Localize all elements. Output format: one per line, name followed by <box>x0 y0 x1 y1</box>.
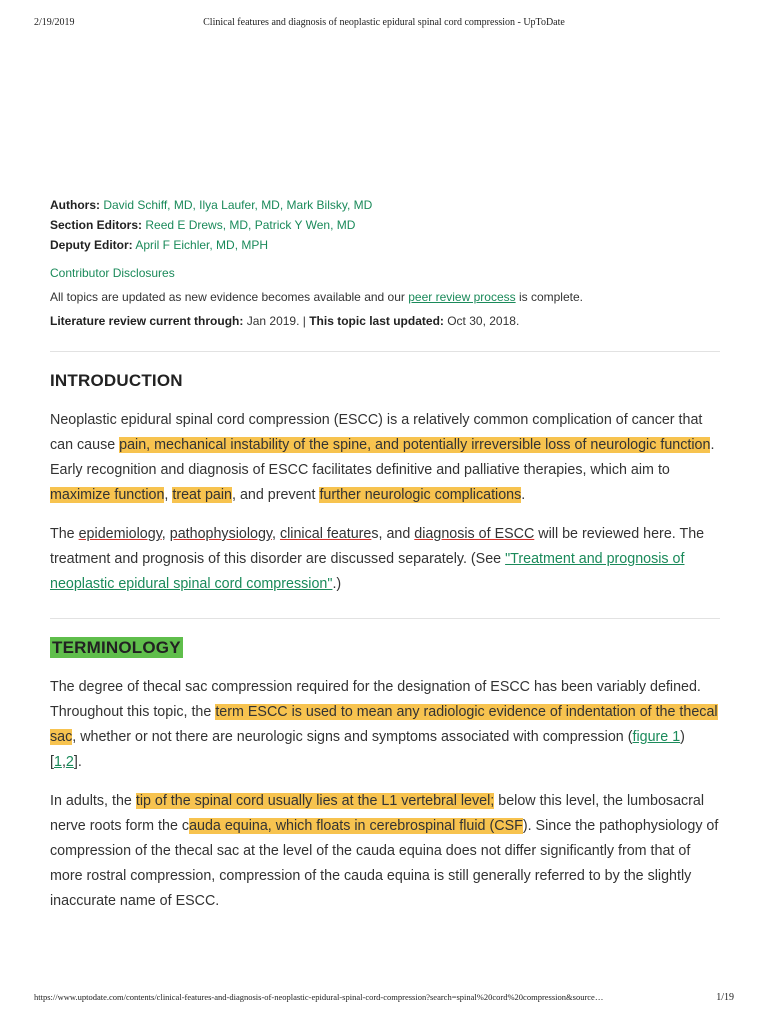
article-content <box>50 195 720 914</box>
underlined-text: clinical feature <box>279 526 372 542</box>
last-updated-value: Oct 30, 2018. <box>443 314 520 328</box>
highlight: further neurologic complications <box>319 487 522 503</box>
intro-paragraph-2 <box>50 522 720 597</box>
highlight: tip of the spinal cord usually lies at the L1 vertebral level; <box>135 793 495 809</box>
peer-review-link[interactable]: peer review process <box>408 290 516 304</box>
text: . <box>521 487 526 503</box>
update-notice-tail: is complete. <box>515 290 583 304</box>
authors-link[interactable]: David Schiff, MD, Ilya Laufer, MD, Mark Bilsky, MD <box>103 198 373 212</box>
section-editors-link[interactable]: Reed E Drews, MD, Patrick Y Wen, MD <box>145 218 356 232</box>
introduction-heading: INTRODUCTION <box>50 371 183 390</box>
print-date: 2/19/2019 <box>34 17 75 28</box>
terminology-paragraph-2 <box>50 789 720 914</box>
lit-review-value: Jan 2019. | <box>243 314 310 328</box>
text: Neoplastic epidural spinal cord compression (ESCC) is a relatively common complication of cancer that can cause <box>50 412 703 453</box>
intro-paragraph-1 <box>50 408 720 508</box>
section-editors-label: Section Editors: <box>50 218 143 232</box>
print-footer <box>34 992 734 1006</box>
lit-review-label: Literature review current through: <box>50 314 244 328</box>
deputy-editor-link[interactable]: April F Eichler, MD, MPH <box>135 238 269 252</box>
underlined-text: pathophysiology <box>169 526 273 542</box>
highlight: term ESCC is used to mean any radiologic evidence of indentation of the thecal sac <box>50 704 718 745</box>
text: ) [ <box>50 729 685 770</box>
highlight: maximize function <box>50 487 165 503</box>
section-editors-line <box>50 215 720 235</box>
text: The <box>50 526 79 542</box>
text: will be reviewed here. The treatment and prognosis of this disorder are discussed separately. (See <box>50 526 705 567</box>
text: s, and <box>371 526 415 542</box>
highlight: treat pain <box>172 487 232 503</box>
text: below this level, the lumbosacral nerve roots form the c <box>50 793 705 834</box>
text: , <box>61 754 66 770</box>
terminology-heading-text: TERMINOLOGY <box>52 638 181 657</box>
text: , <box>161 526 170 542</box>
deputy-editor-line <box>50 235 720 255</box>
underlined-text: diagnosis of ESCC <box>414 526 535 542</box>
text: , <box>272 526 280 542</box>
highlight: pain, mechanical instability of the spine, and potentially irreversible loss of neurologic function <box>119 437 711 453</box>
figure-1-link[interactable]: figure 1 <box>632 729 681 745</box>
print-title: Clinical features and diagnosis of neoplastic epidural spinal cord compression - UpToDate <box>203 17 565 28</box>
text: .) <box>332 576 342 592</box>
terminology-heading <box>50 638 720 658</box>
update-notice <box>50 290 720 304</box>
treatment-prognosis-link[interactable]: "Treatment and prognosis of neoplastic epidural spinal cord compression" <box>50 551 685 592</box>
deputy-editor-label: Deputy Editor: <box>50 238 133 252</box>
contributor-disclosures-link[interactable]: Contributor Disclosures <box>50 266 175 280</box>
divider <box>50 351 720 352</box>
text: The degree of thecal sac compression required for the designation of ESCC has been variably defined. Throughout this topic, the <box>50 679 701 720</box>
page-number: 1/19 <box>716 992 734 1003</box>
print-url: https://www.uptodate.com/contents/clinical-features-and-diagnosis-of-neoplastic-epidural-spinal-cord-compression?search=spinal%20cord%20compression&source… <box>34 992 604 1002</box>
last-updated-label: This topic last updated: <box>309 314 444 328</box>
highlight: auda equina, which floats in cerebrospinal fluid (CSF <box>189 818 523 834</box>
review-dates <box>50 314 720 328</box>
print-header <box>34 17 734 31</box>
text: , whether or not there are neurologic signs and symptoms associated with compression ( <box>72 729 633 745</box>
divider <box>50 618 720 619</box>
update-notice-text: All topics are updated as new evidence becomes available and our <box>50 290 409 304</box>
text: ). Since the pathophysiology of compression of the thecal sac at the level of the cauda equina does not differ significantly from that of more rostral compression, compression of the cauda equina is still generally referred to by the slightly inaccurate name of ESCC. <box>50 818 719 909</box>
reference-2-link[interactable]: 2 <box>65 754 74 770</box>
terminology-paragraph-1 <box>50 675 720 775</box>
text: . Early recognition and diagnosis of ESCC facilitates definitive and palliative therapies, which aim to <box>50 437 715 478</box>
author-block <box>50 195 720 255</box>
text: , <box>164 487 173 503</box>
authors-line <box>50 195 720 215</box>
text: ]. <box>73 754 82 770</box>
text: In adults, the <box>50 793 136 809</box>
authors-label: Authors: <box>50 198 100 212</box>
text: , and prevent <box>232 487 320 503</box>
underlined-text: epidemiology <box>78 526 162 542</box>
reference-1-link[interactable]: 1 <box>53 754 62 770</box>
